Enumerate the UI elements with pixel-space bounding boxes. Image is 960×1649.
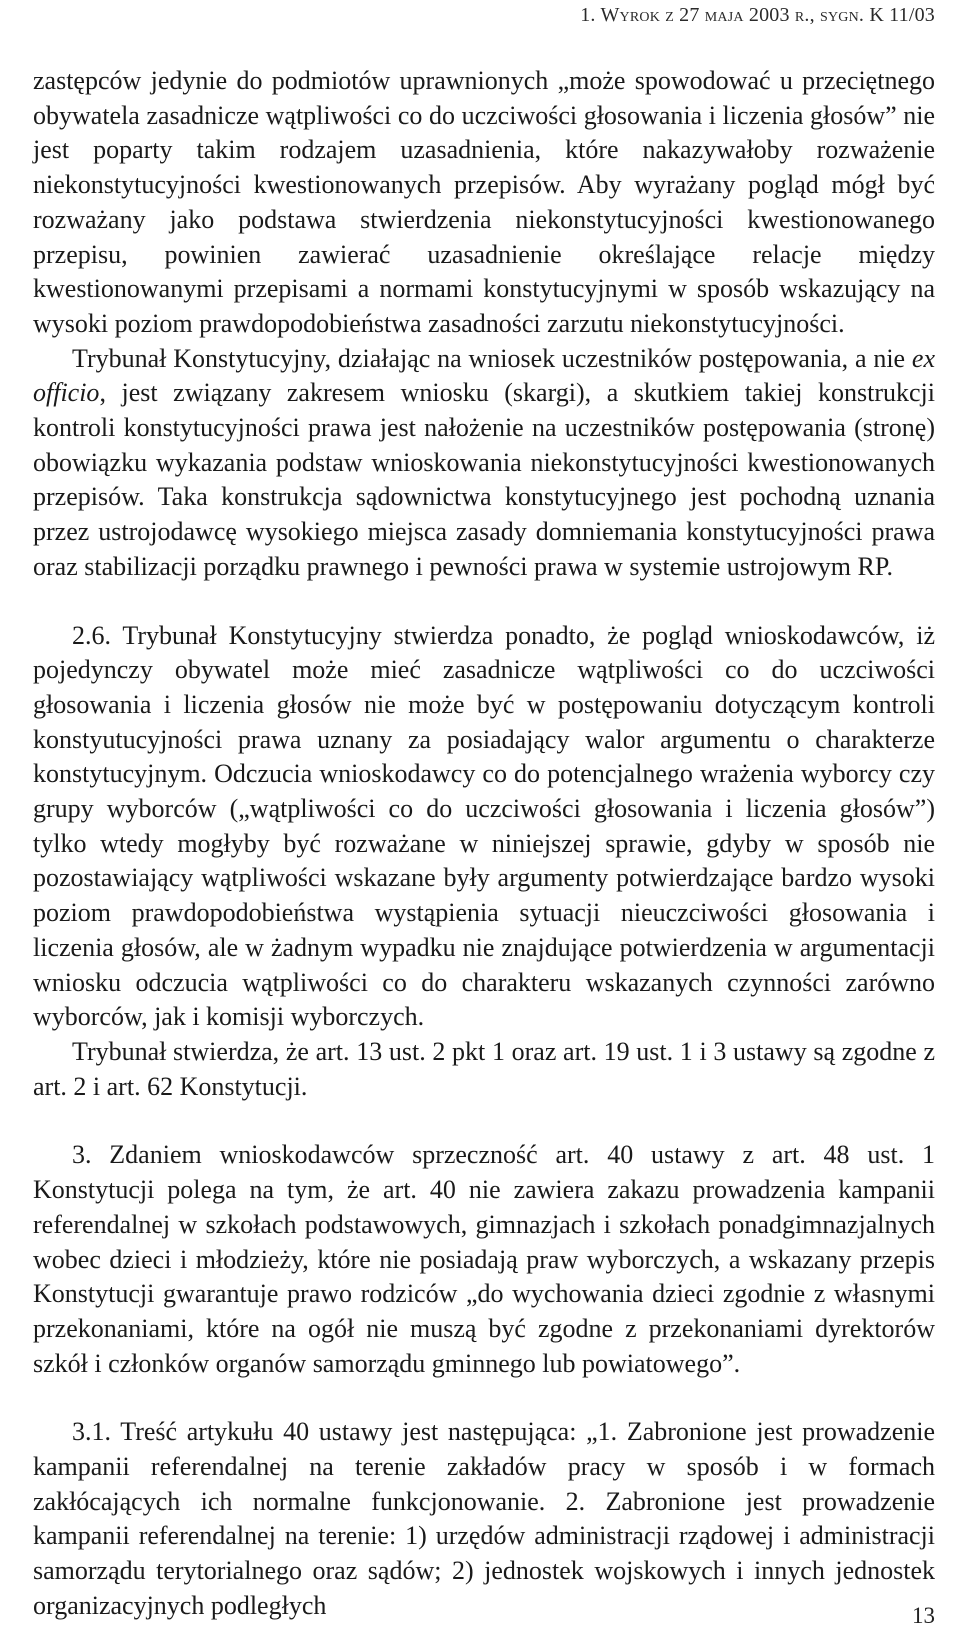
page-number: 13 — [912, 1603, 935, 1628]
paragraph-text: , jest związany zakresem wniosku (skargi), a skutkiem takiej konstrukcji kontroli konstytucyjności prawa jest nałożenie na uczestników postępowania (stronę) obowiązku wykazania podstaw wnioskowania niekonstytucyjności kwestionowanych przepisów. Taka konstrukcja sądownictwa konstytucyjnego jest pochodną uznania przez ustrojodawcę wysokiego miejsca zasady domniemania konstytucyjności prawa oraz stabilizacji porządku prawnego i pewności prawa w systemie ustrojowym RP. — [33, 378, 935, 581]
paragraph-section-3-1: 3.1. Treść artykułu 40 ustawy jest następująca: „1. Zabronione jest prowadzenie kampanii referendalnej na terenie zakładów pracy w sposób i w formach zakłócających ich normalne funkcjonowanie. 2. Zabronione jest prowadzenie kampanii referendalnej na terenie: 1) urzędów administracji rządowej i administracji samorządu terytorialnego oraz sądów; 2) jednostek wojskowych i innych jednostek organizacyjnych podległych — [33, 1417, 935, 1620]
paragraph-tribunal-binding — [33, 342, 935, 585]
paragraph-section-3: 3. Zdaniem wnioskodawców sprzeczność art. 40 ustawy z art. 48 ust. 1 Konstytucji polega na tym, że art. 40 nie zawiera zakazu prowadzenia kampanii referendalnej w szkołach podstawowych, gimnazjach i szkołach ponadgimnazjalnych wobec dzieci i młodzieży, które nie posiadają praw wyborczych, a wskazany przepis Konstytucji gwarantuje prawo rodziców „do wychowania dzieci zgodnie z własnymi przekonaniami, które na ogół nie muszą być zgodne z przekonaniami dyrektorów szkół i członków organów samorządu gminnego lub powiatowego”. — [33, 1140, 935, 1378]
paragraph-section-2-6: 2.6. Trybunał Konstytucyjny stwierdza ponadto, że pogląd wnioskodawców, iż pojedynczy obywatel może mieć zasadnicze wątpliwości co do uczciwości głosowania i liczenia głosów nie może być w postępowaniu dotyczącym kontroli konstyutucyjności prawa uznany za posiadający walor argumentu o charakterze konstytucyjnym. Odczucia wnioskodawcy co do potencjalnego wrażenia wyborcy czy grupy wyborców („wątpliwości co do uczciwości głosowania i liczenia głosów”) tylko wtedy mogłyby być rozważane w niniejszej sprawie, gdyby w sposób nie pozostawiający wątpliwości wskazane były argumenty potwierdzające bardzo wysoki poziom prawdopodobieństwa wystąpienia sytuacji nieuczciwości głosowania i liczenia głosów, ale w żadnym wypadku nie znajdujące potwierdzenia w argumentacji wniosku odczucia wątpliwości co do charakteru wskazanych czynności zarówno wyborców, jak i komisji wyborczych. — [33, 620, 935, 1032]
paragraph-text: Trybunał Konstytucyjny, działając na wniosek uczestników postępowania, a nie — [72, 343, 912, 373]
paragraph-conclusion: Trybunał stwierdza, że art. 13 ust. 2 pkt 1 oraz art. 19 ust. 1 i 3 ustawy są zgodne z art. 2 i art. 62 Konstytucji. — [33, 1036, 935, 1101]
paragraph-continuation: zastępców jedynie do podmiotów uprawnionych „może spowodować u przeciętnego obywatela zasadnicze wątpliwości co do uczciwości głosowania i liczenia głosów” nie jest poparty takim rodzajem uzasadnienia, które nakazywałoby rozważenie niekonstytucyjności kwestionowanych przepisów. Aby wyrażany pogląd mógł być rozważany jako podstawa stwierdzenia niekonstytucyjności kwestionowanego przepisu, powinien zawierać uzasadnienie określające relacje między kwestionowanymi przepisami a normami konstytucyjnymi w sposób wskazujący na wysoki poziom prawdopodobieństwa zasadności zarzutu niekonstytucyjności. — [33, 66, 935, 338]
latin-phrase: ex officio — [33, 343, 935, 408]
running-header: 1. Wyrok z 27 maja 2003 r., sygn. K 11/03 — [580, 4, 935, 26]
document-body — [33, 64, 935, 1624]
